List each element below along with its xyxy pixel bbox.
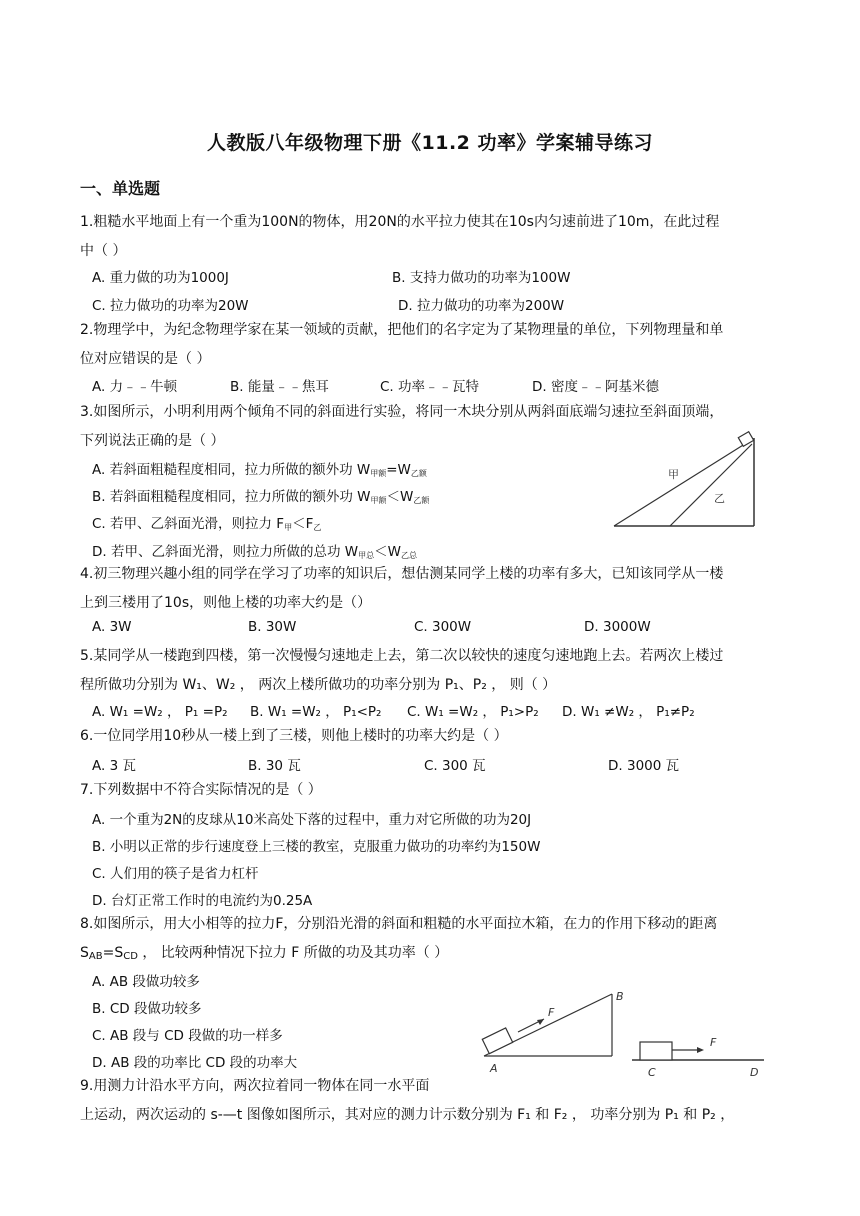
question-7-option-b[interactable]: B. 小明以正常的步行速度登上三楼的教室，克服重力做功的功率约为150W <box>92 839 541 855</box>
label-jia: 甲 <box>668 468 679 481</box>
incline-and-floor-figure <box>478 986 768 1080</box>
question-6-option-a[interactable]: A. 3 瓦 <box>92 758 136 774</box>
label-c: C <box>648 1066 656 1079</box>
question-7-option-c[interactable]: C. 人们用的筷子是省力杠杆 <box>92 866 259 882</box>
question-8-stem <box>80 910 780 971</box>
question-8-option-a[interactable]: A. AB 段做功较多 <box>92 974 200 990</box>
question-4-option-d[interactable]: D. 3000W <box>584 619 651 635</box>
question-4-option-a[interactable]: A. 3W <box>92 619 132 635</box>
question-2-option-c[interactable]: C. 功率﹣﹣瓦特 <box>380 379 480 395</box>
question-1-option-b[interactable]: B. 支持力做功的功率为100W <box>392 270 571 286</box>
question-3-option-d[interactable]: D. 若甲、乙斜面光滑，则拉力所做的总功 $W_{甲总}<W_{乙总}$ <box>92 544 417 560</box>
label-a: A <box>490 1062 498 1075</box>
force-arrow-floor-head <box>697 1047 704 1053</box>
question-6-option-b[interactable]: B. 30 瓦 <box>248 758 301 774</box>
question-6-stem: 6.一位同学用10秒从一楼上到了三楼，则他上楼时的功率大约是（ ） <box>80 728 508 744</box>
question-4-option-b[interactable]: B. 30W <box>248 619 297 635</box>
question-1-line-1: 1.粗糙水平地面上有一个重为100N的物体，用20N的水平拉力使其在10s内匀速前进了10m，在此过程 <box>80 214 720 230</box>
question-1-stem <box>80 208 780 266</box>
question-4-line-2: 上到三楼用了10s，则他上楼的功率大约是（） <box>80 595 372 611</box>
question-2-line-2: 位对应错误的是（ ） <box>80 351 211 367</box>
label-b: B <box>616 990 624 1003</box>
section-heading: 一、单选题 <box>80 179 161 198</box>
question-8-option-b[interactable]: B. CD 段做功较多 <box>92 1001 202 1017</box>
question-2-stem <box>80 316 780 374</box>
slope-jia <box>614 442 748 526</box>
question-5-stem <box>80 642 780 700</box>
inclined-planes-figure <box>606 428 766 530</box>
question-2-option-d[interactable]: D. 密度﹣﹣阿基米德 <box>532 379 659 395</box>
question-5-line-1: 5.某同学从一楼跑到四楼，第一次慢慢匀速地走上去，第二次以较快的速度匀速地跑上去。若两次上楼过 <box>80 648 724 664</box>
question-3-line-1: 3.如图所示，小明利用两个倾角不同的斜面进行实验，将同一木块分别从两斜面底端匀速拉至斜面顶端， <box>80 404 724 420</box>
question-5-option-a[interactable]: A. W₁ =W₂ ， P₁ =P₂ <box>92 704 228 720</box>
box-on-incline <box>482 1028 512 1054</box>
question-2-option-a[interactable]: A. 力﹣﹣牛顿 <box>92 379 178 395</box>
question-4-line-1: 4.初三物理兴趣小组的同学在学习了功率的知识后，想估测某同学上楼的功率有多大，已知该同学从一楼 <box>80 566 724 582</box>
question-7-stem: 7.下列数据中不符合实际情况的是（ ） <box>80 782 322 798</box>
question-3-option-a[interactable]: A. 若斜面粗糙程度相同，拉力所做的额外功 $W_{甲额}=W_{乙额}$ <box>92 462 427 478</box>
question-5-option-c[interactable]: C. W₁ =W₂ ， P₁>P₂ <box>407 704 539 720</box>
question-1-option-a[interactable]: A. 重力做的功为1000J <box>92 270 229 286</box>
question-9-stem <box>80 1072 780 1130</box>
label-f-incline: F <box>548 1006 555 1019</box>
label-yi: 乙 <box>714 492 725 505</box>
question-4-option-c[interactable]: C. 300W <box>414 619 472 635</box>
question-6-option-c[interactable]: C. 300 瓦 <box>424 758 486 774</box>
question-5-option-d[interactable]: D. W₁ ≠W₂ ， P₁≠P₂ <box>562 704 695 720</box>
box-on-floor <box>640 1042 672 1060</box>
label-f-floor: F <box>710 1036 717 1049</box>
question-1-option-c[interactable]: C. 拉力做功的功率为20W <box>92 298 249 314</box>
question-8-line-1: 8.如图所示，用大小相等的拉力F，分别沿光滑的斜面和粗糙的水平面拉木箱，在力的作用下移动的距离 <box>80 916 718 932</box>
question-9-line-2: 上运动，两次运动的 s-—t 图像如图所示，其对应的测力计示数分别为 F₁ 和 F₂ ， 功率分别为 P₁ 和 P₂ ， <box>80 1107 735 1123</box>
question-3-option-c[interactable]: C. 若甲、乙斜面光滑，则拉力 $F_甲<F_乙$ <box>92 516 322 532</box>
question-2-option-b[interactable]: B. 能量﹣﹣焦耳 <box>230 379 329 395</box>
page-title: 人教版八年级物理下册《11.2 功率》学案辅导练习 <box>207 132 653 154</box>
label-d: D <box>750 1066 759 1079</box>
question-1-line-2: 中（ ） <box>80 243 127 259</box>
question-9-line-1: 9.用测力计沿水平方向，两次拉着同一物体在同一水平面 <box>80 1078 430 1094</box>
question-2-line-1: 2.物理学中，为纪念物理学家在某一领域的贡献，把他们的名字定为了某物理量的单位，下列物理量和单 <box>80 322 724 338</box>
question-6-option-d[interactable]: D. 3000 瓦 <box>608 758 680 774</box>
slope-yi <box>670 444 752 526</box>
question-5-option-b[interactable]: B. W₁ =W₂ ， P₁<P₂ <box>250 704 382 720</box>
question-4-stem <box>80 560 780 618</box>
question-5-line-2: 程所做功分别为 W₁、W₂ ， 两次上楼所做功的功率分别为 P₁、P₂ ， 则（ ） <box>80 677 557 693</box>
question-8-option-d[interactable]: D. AB 段的功率比 CD 段的功率大 <box>92 1055 298 1071</box>
question-8-line-2: SAB=SCD ， 比较两种情况下拉力 F 所做的功及其功率（ ） <box>80 945 449 962</box>
question-1-option-d[interactable]: D. 拉力做功的功率为200W <box>398 298 565 314</box>
question-3-option-b[interactable]: B. 若斜面粗糙程度相同，拉力所做的额外功 $W_{甲额}<W_{乙额}$ <box>92 489 430 505</box>
question-7-option-a[interactable]: A. 一个重为2N的皮球从10米高处下落的过程中，重力对它所做的功为20J <box>92 812 532 828</box>
question-8-option-c[interactable]: C. AB 段与 CD 段做的功一样多 <box>92 1028 283 1044</box>
question-7-option-d[interactable]: D. 台灯正常工作时的电流约为0.25A <box>92 893 313 909</box>
question-3-line-2: 下列说法正确的是（ ） <box>80 433 225 449</box>
